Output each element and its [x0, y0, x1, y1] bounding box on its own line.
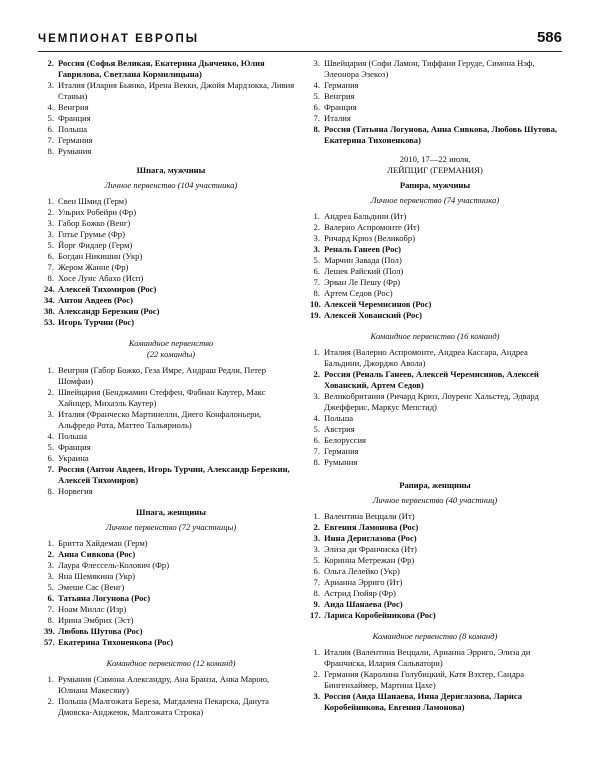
entry-text: Алексей Хованский (Рос) [324, 310, 423, 320]
list-item [44, 218, 298, 229]
rank-number: 3. [313, 544, 320, 554]
rank-number: 5. [313, 424, 320, 434]
list-item [310, 222, 560, 233]
rank-number: 2. [313, 222, 320, 232]
entry-text: Марчин Завада (Пол) [324, 255, 402, 265]
entry-text: Лешек Райский (Пол) [324, 266, 404, 276]
entry-text: Россия (Аида Шанаева, Инна Дериглазова, Лариса Коробейникова, Евгения Ламонова) [324, 691, 523, 712]
rank-number: 3. [47, 229, 54, 239]
entry-text: Италия (Франческо Мартинелли, Диего Конфалоньери, Альфредо Рота, Маттео Тальяриоль) [58, 409, 262, 430]
rank-number: 2. [313, 669, 320, 679]
entry-text: Польша (Малгожата Береза, Магдалена Пекарска, Данута Дмовска-Анджеюк, Малгожата Строка) [58, 696, 269, 717]
list-item [44, 229, 298, 240]
entry-text: Астрид Гюйяр (Фр) [324, 588, 396, 598]
list-item [310, 424, 560, 435]
list-item [310, 255, 560, 266]
entry-text: Италия (Валерио Аспромонте, Андреа Кассара, Андреа Бальдини, Джорджо Авола) [324, 347, 528, 368]
entry-text: Польша [324, 413, 354, 423]
list-item [310, 435, 560, 446]
entry-text: Алексей Черемисинов (Рос) [324, 299, 432, 309]
list-item [310, 457, 560, 468]
list-item [310, 691, 560, 713]
list-item [310, 391, 560, 413]
rank-number: 8. [313, 124, 320, 134]
rank-number: 1. [313, 347, 320, 357]
list-item [44, 102, 298, 113]
rank-number: 6. [47, 453, 54, 463]
rank-number: 7. [47, 135, 54, 145]
rank-number: 3. [313, 391, 320, 401]
rank-number: 3. [313, 233, 320, 243]
event-date: 2010, 17—22 июля, [399, 154, 471, 164]
rank-number: 4. [313, 80, 320, 90]
rank-number: 6. [313, 102, 320, 112]
entry-text: Коринна Метрежан (Фр) [324, 555, 415, 565]
list-item [44, 571, 298, 582]
team-label: Командное первенство (8 команд) [372, 631, 498, 641]
rank-number: 3. [313, 691, 320, 701]
entry-text: Анна Сивкова (Рос) [58, 549, 136, 559]
rank-number: 3. [47, 560, 54, 570]
entry-text: Швейцария (Бенджамин Стеффен, Фабиан Каутер, Макс Хайнцер, Михаэль Каутер) [58, 387, 266, 408]
list-item [44, 146, 298, 157]
rank-number: 4. [47, 102, 54, 112]
list-item [44, 273, 298, 284]
list-item [310, 58, 560, 80]
entry-text: Польша [58, 124, 88, 134]
list [310, 647, 560, 713]
rank-number: 5. [47, 240, 54, 250]
list-item [44, 696, 298, 718]
list-item [44, 582, 298, 593]
rank-number: 5. [47, 442, 54, 452]
rank-number: 6. [313, 435, 320, 445]
section-heading-foil-men: Рапира, мужчины [399, 180, 471, 190]
list-item [310, 288, 560, 299]
entry-text: Германия [324, 446, 359, 456]
list-item [310, 244, 560, 255]
entry-text: Ноам Миллс (Изр) [58, 604, 127, 614]
list-item [310, 277, 560, 288]
individual-label: Личное первенство (74 участника) [370, 195, 500, 205]
entry-text: Элиза ди Франчиска (Ит) [324, 544, 417, 554]
list-item [44, 560, 298, 571]
rank-number: 5. [313, 255, 320, 265]
list [310, 511, 560, 621]
list-item [310, 233, 560, 244]
entry-text: Германия [58, 135, 93, 145]
list-item [44, 442, 298, 453]
list [44, 365, 298, 497]
list-item [310, 102, 560, 113]
entry-text: Хосе Луис Абахо (Исп) [58, 273, 144, 283]
rank-number: 1. [313, 211, 320, 221]
entry-text: Бритта Хайдеман (Герм) [58, 538, 148, 548]
entry-text: Россия (Татьяна Логунова, Анна Сивкова, Любовь Шутова, Екатерина Тихоненкова) [324, 124, 558, 145]
rank-number: 5. [47, 113, 54, 123]
entry-text: Лариса Коробейникова (Рос) [324, 610, 436, 620]
rank-number: 53. [44, 317, 55, 327]
rank-number: 19. [310, 310, 321, 320]
rank-number: 7. [313, 277, 320, 287]
individual-label: Личное первенство (104 участника) [104, 180, 238, 190]
list-item [310, 555, 560, 566]
list-item [44, 387, 298, 409]
list [44, 196, 298, 328]
list-item [310, 544, 560, 555]
rank-number: 34. [44, 295, 55, 305]
entry-text: Румыния [324, 457, 358, 467]
rank-number: 57. [44, 637, 55, 647]
list [310, 58, 560, 146]
list-item [310, 124, 560, 146]
entry-text: Франция [324, 102, 357, 112]
list [44, 538, 298, 648]
rank-number: 3. [313, 244, 320, 254]
entry-text: Алексей Тихомиров (Рос) [58, 284, 157, 294]
entry-text: Норвегия [58, 486, 93, 496]
list-item [310, 369, 560, 391]
rank-number: 8. [313, 588, 320, 598]
list-item [310, 80, 560, 91]
list-item [44, 284, 298, 295]
left-column [44, 58, 298, 718]
entry-text: Белоруссия [324, 435, 366, 445]
list-item [310, 299, 560, 310]
list-item [44, 262, 298, 273]
list-item [44, 80, 298, 102]
entry-text: Швейцария (Софи Ламон, Тиффани Геруде, Симона Нэф, Элеонора Эзекоз) [324, 58, 535, 79]
list-item [310, 266, 560, 277]
entry-text: Антон Авдеев (Рос) [58, 295, 133, 305]
rank-number: 6. [47, 593, 54, 603]
entry-text: Австрия [324, 424, 355, 434]
rank-number: 3. [47, 80, 54, 90]
section-heading-foil-women: Рапира, женщины [399, 480, 471, 490]
entry-text: Готье Грумье (Фр) [58, 229, 125, 239]
individual-label: Личное первенство (72 участницы) [105, 522, 237, 532]
list-item [44, 251, 298, 262]
rank-number: 17. [310, 610, 321, 620]
list-item [310, 599, 560, 610]
individual-label: Личное первенство (40 участниц) [372, 495, 498, 505]
team-label: Командное первенство (12 команд) [106, 658, 236, 668]
list-item [310, 347, 560, 369]
entry-text: Ульрих Робейри (Фр) [58, 207, 137, 217]
rank-number: 6. [47, 124, 54, 134]
rank-number: 4. [313, 413, 320, 423]
rank-number: 6. [47, 251, 54, 261]
list [44, 674, 298, 718]
list-item [310, 310, 560, 321]
entry-text: Валерио Аспромонте (Ит) [324, 222, 420, 232]
entry-text: Игорь Турчин (Рос) [58, 317, 135, 327]
rank-number: 3. [47, 218, 54, 228]
list-item [310, 113, 560, 124]
rank-number: 7. [47, 262, 54, 272]
entry-text: Любовь Шутова (Рос) [58, 626, 143, 636]
list-item [44, 58, 298, 80]
list-item [44, 615, 298, 626]
rank-number: 2. [47, 387, 54, 397]
list-item [44, 196, 298, 207]
entry-text: Яна Шемякина (Укр) [58, 571, 136, 581]
rank-number: 10. [310, 299, 321, 309]
list-item [44, 549, 298, 560]
entry-text: Польша [58, 431, 88, 441]
list-item [44, 240, 298, 251]
right-column [310, 58, 560, 713]
list-item [310, 91, 560, 102]
rank-number: 2. [47, 207, 54, 217]
rank-number: 2. [313, 369, 320, 379]
rank-number: 8. [47, 615, 54, 625]
running-title: ЧЕМПИОНАТ ЕВРОПЫ [38, 33, 200, 45]
rank-number: 4. [47, 431, 54, 441]
entry-text: Валентина Веццали (Ит) [324, 511, 415, 521]
list-item [44, 453, 298, 464]
entry-text: Венгрия [324, 91, 355, 101]
entry-text: Румыния [58, 146, 92, 156]
list-item [44, 124, 298, 135]
list-item [310, 588, 560, 599]
list-item [310, 610, 560, 621]
entry-text: Реналь Ганеев (Рос) [324, 244, 402, 254]
list-item [44, 431, 298, 442]
rank-number: 3. [313, 533, 320, 543]
list-item [44, 113, 298, 124]
entry-text: Италия (Илария Бьянко, Ирена Векки, Джойя Мардзокка, Ливия Станьи) [58, 80, 295, 101]
rank-number: 38. [44, 306, 55, 316]
rank-number: 7. [313, 446, 320, 456]
list-item [44, 538, 298, 549]
list-item [44, 295, 298, 306]
entry-text: Франция [58, 113, 91, 123]
rank-number: 1. [313, 511, 320, 521]
entry-text: Габор Божко (Венг) [58, 218, 131, 228]
list-item [310, 522, 560, 533]
entry-text: Германия [324, 80, 359, 90]
list-item [310, 211, 560, 222]
team-count: (22 команды) [146, 349, 196, 359]
list-item [310, 647, 560, 669]
entry-text: Румыния (Симона Александру, Ана Бранза, Анка Марою, Юлиана Макесяну) [58, 674, 270, 695]
entry-text: Богдан Никишин (Укр) [58, 251, 143, 261]
rank-number: 2. [47, 549, 54, 559]
rank-number: 5. [47, 582, 54, 592]
entry-text: Германия (Каролина Голубицкий, Катя Вэхтер, Сандра Бингенхаймер, Мартина Цахе) [324, 669, 525, 690]
page-number: 586 [536, 29, 562, 46]
page-header [38, 29, 562, 52]
rank-number: 2. [47, 696, 54, 706]
list-item [44, 674, 298, 696]
list-item [44, 626, 298, 637]
rank-number: 8. [313, 457, 320, 467]
list [310, 211, 560, 321]
rank-number: 8. [313, 288, 320, 298]
entry-text: Франция [58, 442, 91, 452]
list-item [310, 533, 560, 544]
rank-number: 1. [47, 365, 54, 375]
rank-number: 8. [47, 146, 54, 156]
rank-number: 7. [47, 464, 54, 474]
list-item [310, 511, 560, 522]
list-item [310, 446, 560, 457]
list-item [44, 365, 298, 387]
entry-text: Инна Дериглазова (Рос) [324, 533, 417, 543]
entry-text: Россия (Софья Великая, Екатерина Дьяченко, Юлия Гаврилова, Светлана Кормилицына) [58, 58, 265, 79]
team-label: Командное первенство (16 команд) [370, 331, 500, 341]
entry-text: Эрван Ле Пешу (Фр) [324, 277, 401, 287]
rank-number: 7. [313, 113, 320, 123]
entry-text: Артем Седов (Рос) [324, 288, 393, 298]
entry-text: Жером Жанне (Фр) [58, 262, 129, 272]
rank-number: 2. [47, 58, 54, 68]
entry-text: Арианна Эрриго (Ит) [324, 577, 403, 587]
list-item [310, 413, 560, 424]
rank-number: 3. [47, 409, 54, 419]
section-heading-epee-men: Шпага, мужчины [136, 165, 206, 175]
rank-number: 3. [313, 58, 320, 68]
entry-text: Украина [58, 453, 89, 463]
entry-text: Татьяна Логунова (Рос) [58, 593, 151, 603]
entry-text: Евгения Ламонова (Рос) [324, 522, 419, 532]
entry-text: Венгрия (Габор Божко, Геза Имре, Андраш Редли, Петер Шомфаи) [58, 365, 267, 386]
list-item [44, 604, 298, 615]
rank-number: 8. [47, 486, 54, 496]
list-item [44, 637, 298, 648]
rank-number: 7. [47, 604, 54, 614]
rank-number: 39. [44, 626, 55, 636]
list [44, 58, 298, 157]
list-item [44, 486, 298, 497]
rank-number: 9. [313, 599, 320, 609]
entry-text: Ирина Эмбрих (Эст) [58, 615, 134, 625]
section-heading-epee-women: Шпага, женщины [136, 507, 206, 517]
entry-text: Андреа Бальдини (Ит) [324, 211, 407, 221]
entry-text: Италия [324, 113, 351, 123]
list-item [310, 669, 560, 691]
list [310, 347, 560, 468]
entry-text: Ольга Лелейко (Укр) [324, 566, 400, 576]
list-item [44, 317, 298, 328]
rank-number: 6. [313, 566, 320, 576]
list-item [44, 593, 298, 604]
entry-text: Эмеше Сас (Венг) [58, 582, 125, 592]
event-place: ЛЕЙПЦИГ (ГЕРМАНИЯ) [387, 165, 483, 175]
rank-number: 1. [47, 196, 54, 206]
entry-text: Йорг Фидлер (Герм) [58, 240, 133, 250]
entry-text: Александр Березкин (Рос) [58, 306, 160, 316]
rank-number: 2. [313, 522, 320, 532]
entry-text: Россия (Антон Авдеев, Игорь Турчин, Александр Березкин, Алексей Тихомиров) [58, 464, 290, 485]
rank-number: 1. [47, 674, 54, 684]
list-item [44, 135, 298, 146]
entry-text: Лаура Флессель-Колович (Фр) [58, 560, 170, 570]
rank-number: 1. [47, 538, 54, 548]
rank-number: 8. [47, 273, 54, 283]
entry-text: Россия (Реналь Ганеев, Алексей Черемисинов, Алексей Хованский, Артем Седов) [324, 369, 539, 390]
entry-text: Ричард Крюз (Великобр) [324, 233, 416, 243]
list-item [44, 306, 298, 317]
entry-text: Аида Шанаева (Рос) [324, 599, 403, 609]
entry-text: Италия (Валентина Веццали, Арианна Эрриго, Элиза ди Франчиска, Илария Сальватори) [324, 647, 531, 668]
entry-text: Свен Шмид (Герм) [58, 196, 127, 206]
entry-text: Екатерина Тихоненкова (Рос) [58, 637, 174, 647]
rank-number: 24. [44, 284, 55, 294]
list-item [44, 207, 298, 218]
team-label: Командное первенство [128, 338, 214, 348]
rank-number: 7. [313, 577, 320, 587]
list-item [310, 566, 560, 577]
rank-number: 6. [313, 266, 320, 276]
rank-number: 5. [313, 91, 320, 101]
list-item [44, 409, 298, 431]
rank-number: 1. [313, 647, 320, 657]
rank-number: 3. [47, 571, 54, 581]
rank-number: 5. [313, 555, 320, 565]
list-item [310, 577, 560, 588]
entry-text: Великобритания (Ричард Крюз, Лоуренс Хальстед, Эдвард Джефферис, Маркус Мепстид) [324, 391, 539, 412]
list-item [44, 464, 298, 486]
entry-text: Венгрия [58, 102, 89, 112]
